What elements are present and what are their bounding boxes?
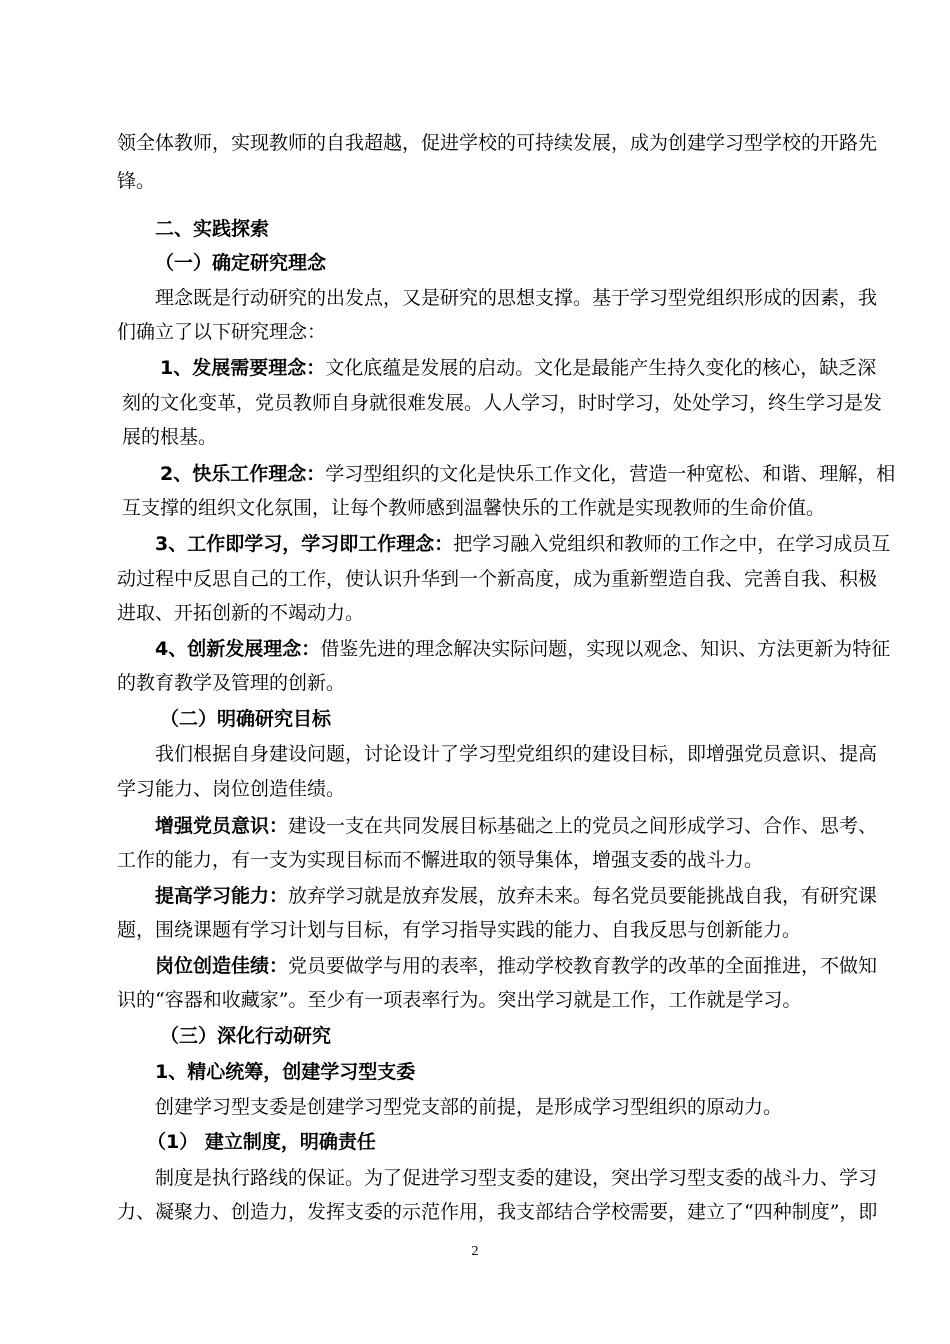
body-text-run: 工作的能力，有一支为实现目标而不懈进取的领导集体，增强支委的战斗力。 — [117, 849, 764, 871]
body-text-run: 动过程中反思自己的工作，使认识升华到一个新高度，成为重新塑造自我、完善自我、积极 — [117, 568, 878, 590]
body-text-run: 把学习融入党组织和教师的工作之中，在学习成员互 — [453, 533, 891, 555]
text-line — [160, 356, 877, 380]
body-text-run: 识的“容器和收藏家”。至少有一项表率行为。突出学习就是工作，工作就是学习。 — [117, 989, 802, 1011]
body-text-run: 文化底蕴是发展的启动。文化是最能产生持久变化的核心，缺乏深 — [325, 357, 877, 379]
text-line — [117, 1200, 878, 1224]
bold-heading-text: （三）深化行动研究 — [160, 1025, 332, 1047]
text-line — [155, 742, 878, 766]
text-line — [155, 814, 878, 838]
bold-heading-text: 2、快乐工作理念： — [160, 463, 326, 485]
bold-heading-text: （一）确定研究理念 — [155, 252, 327, 274]
text-line — [122, 391, 883, 415]
body-text-run: 制度是执行路线的保证。为了促进学习型支委的建设，突出学习型支委的战斗力、学习 — [155, 1167, 878, 1189]
text-line — [117, 777, 345, 801]
text-line — [117, 601, 364, 625]
bold-heading-text: 提高学习能力： — [155, 885, 289, 907]
text-line — [122, 496, 825, 520]
text-line — [155, 1095, 782, 1119]
bold-heading-text: 岗位创造佳绩： — [155, 955, 289, 977]
text-line — [117, 988, 801, 1012]
text-line — [155, 286, 878, 310]
text-line — [155, 1166, 878, 1190]
text-line — [117, 848, 763, 872]
body-text-run: 的教育教学及管理的创新。 — [117, 672, 346, 694]
body-text-run: 我们根据自身建设问题，讨论设计了学习型党组织的建设目标，即增强党员意识、提高 — [155, 743, 878, 765]
body-text-run: 们确立了以下研究理念： — [117, 321, 327, 343]
body-text-run: 题，围绕课题有学习计划与目标，有学习指导实践的能力、自我反思与创新能力。 — [117, 919, 802, 941]
text-line — [117, 918, 801, 942]
text-line — [155, 954, 878, 978]
bold-heading-text: 1、发展需要理念： — [160, 357, 326, 379]
body-text-run: 放弃学习就是放弃发展，放弃未来。每名党员要能挑战自我，有研究课 — [288, 885, 878, 907]
text-line — [160, 462, 896, 486]
text-line — [160, 707, 331, 731]
bold-heading-text: （1） 建立制度，明确责任 — [147, 1131, 376, 1153]
body-text-run: 借鉴先进的理念解决实际问题，实现以观念、知识、方法更新为特征 — [320, 638, 891, 660]
text-line — [117, 131, 878, 155]
body-text-run: 建设一支在共同发展目标基础之上的党员之间形成学习、合作、思考、 — [288, 815, 878, 837]
bold-heading-text: 二、实践探索 — [155, 218, 270, 240]
text-line — [160, 1024, 331, 1048]
text-line — [117, 567, 878, 591]
page-number: 2 — [471, 1244, 479, 1259]
body-text-run: 进取、开拓创新的不竭动力。 — [117, 602, 365, 624]
body-text-run: 力、凝聚力、创造力，发挥支委的示范作用，我支部结合学校需要，建立了“四种制度”，即 — [117, 1201, 878, 1223]
body-text-run: 刻的文化变革，党员教师自身就很难发展。人人学习，时时学习，处处学习，终生学习是发 — [122, 392, 883, 414]
bold-heading-text: （二）明确研究目标 — [160, 708, 332, 730]
body-text-run: 学习能力、岗位创造佳绩。 — [117, 778, 346, 800]
body-text-run: 理念既是行动研究的出发点，又是研究的思想支撑。基于学习型党组织形成的因素，我 — [155, 287, 878, 309]
body-text-run: 互支撑的组织文化氛围，让每个教师感到温馨快乐的工作就是实现教师的生命价值。 — [122, 497, 826, 519]
text-line — [155, 637, 891, 661]
body-text-run: 展的根基。 — [122, 426, 218, 448]
text-line — [147, 1130, 376, 1154]
text-line — [117, 169, 155, 193]
body-text-run: 党员要做学与用的表率，推动学校教育教学的改革的全面推进，不做知 — [288, 955, 878, 977]
bold-heading-text: 4、创新发展理念： — [155, 638, 321, 660]
body-text-run: 锋。 — [117, 170, 156, 192]
bold-heading-text: 3、工作即学习，学习即工作理念： — [155, 533, 454, 555]
text-line — [117, 320, 326, 344]
bold-heading-text: 1、精心统筹，创建学习型支委 — [155, 1061, 416, 1083]
body-text-run: 领全体教师，实现教师的自我超越，促进学校的可持续发展，成为创建学习型学校的开路先 — [117, 132, 878, 154]
bold-heading-text: 增强党员意识： — [155, 815, 289, 837]
text-line — [117, 671, 345, 695]
text-line — [155, 217, 269, 241]
text-line — [155, 1060, 415, 1084]
text-line — [155, 251, 326, 275]
text-line — [155, 532, 891, 556]
text-line — [155, 884, 878, 908]
body-text-run: 学习型组织的文化是快乐工作文化，营造一种宽松、和谐、理解，相 — [325, 463, 896, 485]
text-line — [122, 425, 217, 449]
body-text-run: 创建学习型支委是创建学习型党支部的前提，是形成学习型组织的原动力。 — [155, 1096, 783, 1118]
